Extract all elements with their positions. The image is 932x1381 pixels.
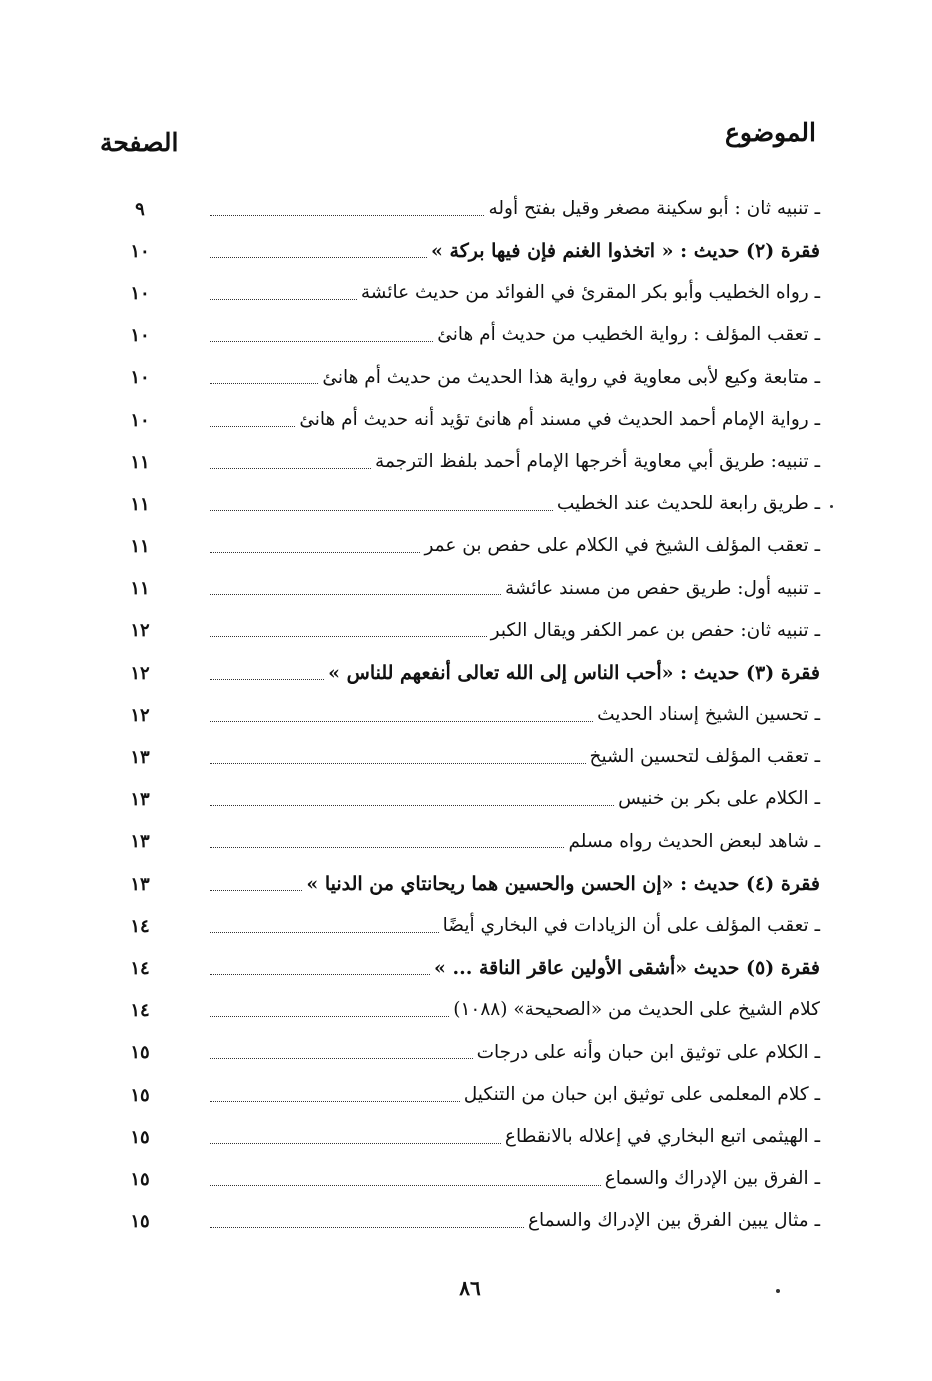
toc-entry-page: ١١ xyxy=(130,536,150,558)
toc-entry-title: ـ تعقب المؤلف على أن الزيادات في البخاري أيضًا xyxy=(442,915,820,937)
dot-leader xyxy=(210,1058,473,1059)
toc-entry xyxy=(128,441,820,483)
dot-leader xyxy=(210,1143,501,1144)
toc-entry-page: ١٠ xyxy=(130,282,150,304)
dot-leader xyxy=(210,679,324,680)
toc-entry-page: ١٢ xyxy=(130,662,150,684)
toc-entry-title: ـ رواه الخطيب وأبو بكر المقرئ في الفوائد من حديث عائشة xyxy=(360,282,820,304)
toc-entry-title: ـ تعقب المؤلف : رواية الخطيب من حديث أم هانئ xyxy=(437,324,820,346)
dot-leader xyxy=(210,383,318,384)
toc-entry-page: ١٥ xyxy=(130,1084,150,1106)
toc-entry-title: فقرة (٤) حديث : «إن الحسن والحسين هما ريحانتاي من الدنيا » xyxy=(306,872,820,895)
topic-column-heading: الموضوع xyxy=(725,118,816,147)
dot-leader xyxy=(210,299,357,300)
toc-entry xyxy=(128,947,820,989)
toc-entry-title: ـ تعقب المؤلف لتحسين الشيخ xyxy=(589,746,820,768)
dot-leader xyxy=(210,974,430,975)
dot-leader xyxy=(210,426,295,427)
toc-entry xyxy=(128,526,820,568)
toc-entry-title: ـ تعقب المؤلف الشيخ في الكلام على حفص بن عمر xyxy=(424,535,820,557)
toc-entry xyxy=(128,568,820,610)
toc-entry-title: ـ تحسين الشيخ إسناد الحديث xyxy=(597,704,820,726)
toc-entry xyxy=(128,821,820,863)
toc-entry xyxy=(128,1032,820,1074)
dot-leader xyxy=(210,594,501,595)
toc-entry-page: ١١ xyxy=(130,451,150,473)
scan-speck xyxy=(830,505,833,508)
toc-entry-title: فقرة (٥) حديث «أشقى الأولين عاقر الناقة ... » xyxy=(434,956,820,979)
toc-entry-page: ١١ xyxy=(130,578,150,600)
toc-entry xyxy=(128,188,820,230)
toc-entry-page: ١٤ xyxy=(130,957,150,979)
toc-entry-title: ـ كلام المعلمى على توثيق ابن حبان من التنكيل xyxy=(463,1083,820,1105)
toc-entry-title: ـ الكلام على توثيق ابن حبان وأنه على درجات xyxy=(476,1041,820,1063)
dot-leader xyxy=(210,932,439,933)
toc-entry-title: ـ شاهد لبعض الحديث رواه مسلم xyxy=(568,830,820,852)
dot-leader xyxy=(210,890,302,891)
toc-entry-title: ـ تنبيه ثان: حفص بن عمر الكفر ويقال الكبر xyxy=(490,619,820,641)
toc-entry xyxy=(128,610,820,652)
dot-leader xyxy=(210,510,553,511)
toc-entry-page: ١٠ xyxy=(130,367,150,389)
toc-entry-page: ١٤ xyxy=(130,1000,150,1022)
toc-entry-page: ١٥ xyxy=(130,1042,150,1064)
toc-entry-title: ـ الفرق بين الإدراك والسماع xyxy=(604,1168,820,1190)
toc-entry-page: ١٣ xyxy=(130,831,150,853)
dot-leader xyxy=(210,847,564,848)
dot-leader xyxy=(210,257,427,258)
toc-entry-page: ١٣ xyxy=(130,747,150,769)
toc-entry xyxy=(128,399,820,441)
toc-entry xyxy=(128,1201,820,1243)
toc-entry xyxy=(128,483,820,525)
toc-entry xyxy=(128,779,820,821)
toc-entry-page: ١٣ xyxy=(130,873,150,895)
toc-entry xyxy=(128,652,820,694)
toc-entry-page: ١٠ xyxy=(130,240,150,262)
table-of-contents xyxy=(128,188,820,1243)
page-number: ٨٦ xyxy=(459,1276,481,1300)
toc-entry-title: ـ تنبيه: طريق أبي معاوية أخرجها الإمام أحمد بلفظ الترجمة xyxy=(375,450,820,472)
toc-entry-title: ـ رواية الإمام أحمد الحديث في مسند أم هانئ تؤيد أنه حديث أم هانئ xyxy=(299,408,820,430)
scan-speck xyxy=(776,1289,780,1293)
toc-entry-title: ـ الكلام على بكر بن خنيس xyxy=(618,788,820,810)
toc-entry xyxy=(128,357,820,399)
toc-entry-title: فقرة (٢) حديث : « اتخذوا الغنم فإن فيها بركة » xyxy=(431,239,820,262)
toc-entry xyxy=(128,736,820,778)
dot-leader xyxy=(210,341,433,342)
dot-leader xyxy=(210,721,593,722)
dot-leader xyxy=(210,1185,601,1186)
toc-entry-page: ١٤ xyxy=(130,915,150,937)
dot-leader xyxy=(210,215,484,216)
dot-leader xyxy=(210,1227,524,1228)
dot-leader xyxy=(210,636,487,637)
toc-entry-title: ـ تنبيه ثان : أبو سكينة مصغر وقيل بفتح أوله xyxy=(488,197,820,219)
toc-entry-page: ١٣ xyxy=(130,789,150,811)
dot-leader xyxy=(210,805,614,806)
toc-entry-title: ـ مثال يبين الفرق بين الإدراك والسماع xyxy=(527,1210,820,1232)
toc-entry xyxy=(128,694,820,736)
dot-leader xyxy=(210,552,420,553)
toc-header xyxy=(100,118,816,162)
toc-entry xyxy=(128,905,820,947)
toc-entry-page: ١٠ xyxy=(130,409,150,431)
toc-entry-title: ـ تنبيه أول: طريق حفص من مسند عائشة xyxy=(504,577,820,599)
toc-entry xyxy=(128,272,820,314)
toc-entry xyxy=(128,1116,820,1158)
toc-entry-page: ١٠ xyxy=(130,325,150,347)
toc-entry-title: كلام الشيخ على الحديث من «الصحيحة» (١٠٨٨) xyxy=(453,999,820,1021)
toc-entry xyxy=(128,1158,820,1200)
toc-entry-page: ١١ xyxy=(130,493,150,515)
toc-entry-title: ـ متابعة وكيع لأبى معاوية في رواية هذا الحديث من حديث أم هانئ xyxy=(322,366,820,388)
toc-entry-page: ١٢ xyxy=(130,620,150,642)
toc-entry-title: ـ الهيثمى اتبع البخاري في إعلاله بالانقطاع xyxy=(504,1125,820,1147)
toc-entry-title: ـ طريق رابعة للحديث عند الخطيب xyxy=(556,493,820,515)
dot-leader xyxy=(210,1101,460,1102)
dot-leader xyxy=(210,468,371,469)
toc-entry xyxy=(128,1074,820,1116)
toc-entry-page: ١٥ xyxy=(130,1126,150,1148)
dot-leader xyxy=(210,1016,449,1017)
dot-leader xyxy=(210,763,586,764)
toc-entry xyxy=(128,990,820,1032)
toc-entry xyxy=(128,230,820,272)
toc-entry xyxy=(128,863,820,905)
page-column-heading: الصفحة xyxy=(100,128,179,157)
toc-entry-page: ١٥ xyxy=(130,1168,150,1190)
toc-entry-page: ١٥ xyxy=(130,1211,150,1233)
toc-entry xyxy=(128,315,820,357)
toc-entry-title: فقرة (٣) حديث : «أحب الناس إلى الله تعالى أنفعهم للناس » xyxy=(328,661,820,684)
toc-entry-page: ١٢ xyxy=(130,704,150,726)
toc-entry-page: ٩ xyxy=(135,198,145,220)
